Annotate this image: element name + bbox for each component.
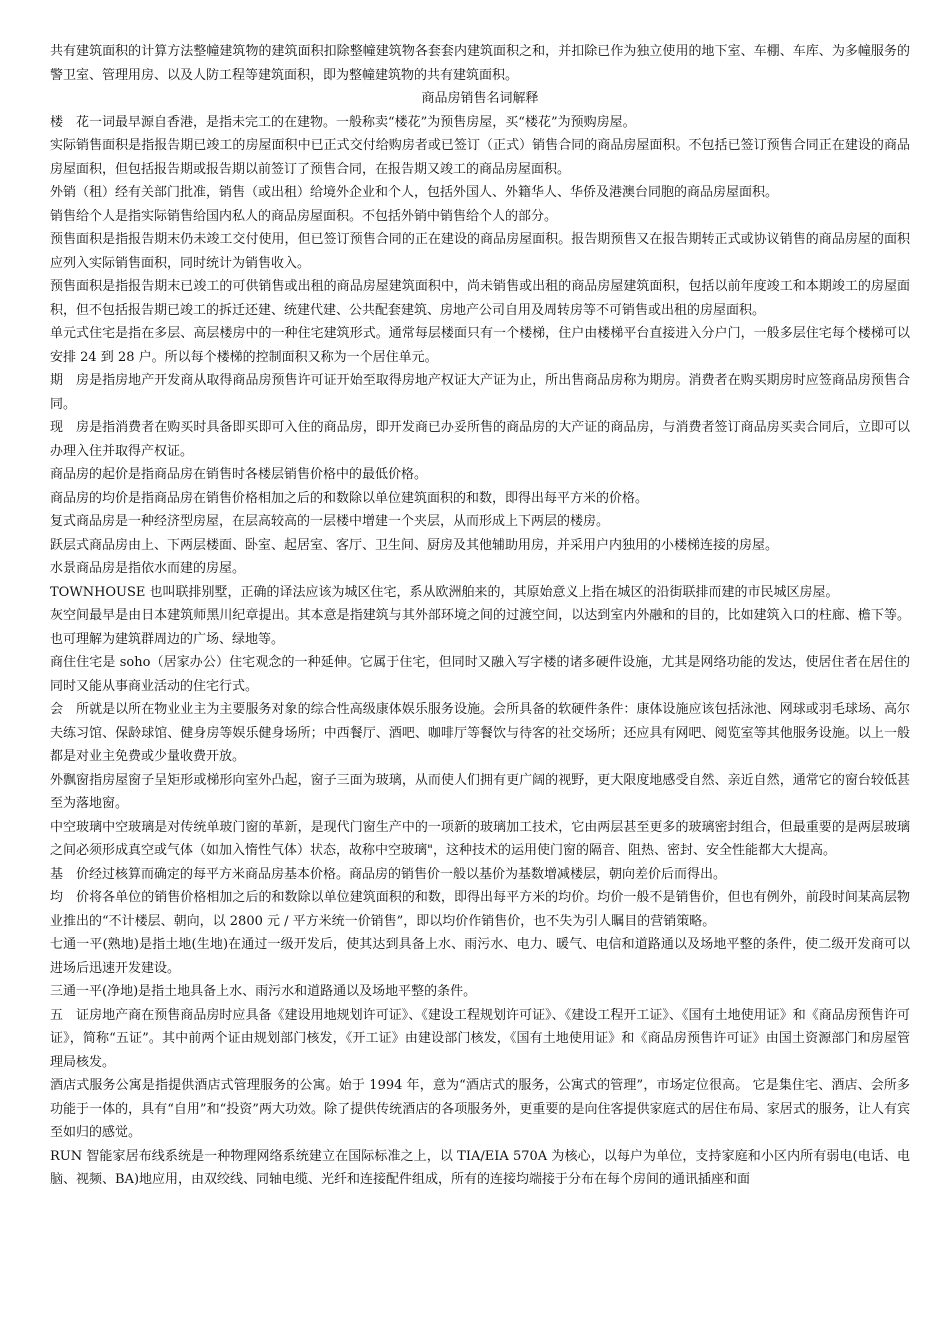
intro-paragraph: 共有建筑面积的计算方法整幢建筑物的建筑面积扣除整幢建筑物各套套内建筑面积之和，并扣除已作为独立使用的地下室、车棚、车库、为多幢服务的警卫室、管理用房、以及人防工程等建筑面积，即为整幢建筑物的共有建筑面积。 [50,44,910,83]
term-paragraph: 三通一平(净地)是指土地具备上水、雨污水和道路通以及场地平整的条件。 [50,984,477,999]
term-paragraph: 跃层式商品房由上、下两层楼面、卧室、起居室、客厅、卫生间、厨房及其他辅助用房，并采用户内独用的小楼梯连接的房屋。 [50,537,779,553]
term-paragraph: 商住住宅是 soho（居家办公）住宅观念的一种延伸。它属于住宅，但同时又融入写字楼的诸多硬件设施，尤其是网络功能的发达，使居住者在居住的同时又能从事商业活动的住宅行式。 [50,655,910,694]
term-paragraph: 水景商品房是指依水而建的房屋。 [50,561,246,576]
term-paragraph: RUN 智能家居布线系统是一种物理网络系统建立在国际标准之上，以 TIA/EIA 570A 为核心，以每户为单位，支持家庭和小区内所有弱电(电话、电脑、视频、BA)地应用，由双绞线、同轴电缆、光纤和连接配件组成，所有的连接均端接于分布在每个房间的通讯插座和面 [50,1148,910,1187]
term-paragraph: 中空玻璃中空玻璃是对传统单玻门窗的革新，是现代门窗生产中的一项新的玻璃加工技术，它由两层甚至更多的玻璃密封组合，但最重要的是两层玻璃之间必须形成真空或气体（如加入惰性气体）状态，故称中空玻璃"，这种技术的运用使门窗的隔音、阻热、密封、安全性能都大大提高。 [50,819,910,858]
term-paragraph: 期 房是指房地产开发商从取得商品房预售许可证开始至取得房地产权证大产证为止，所出售商品房称为期房。消费者在购买期房时应签商品房预售合同。 [50,373,910,412]
section-heading: 商品房销售名词解释 [421,91,539,106]
term-paragraph: 外销（租）经有关部门批准，销售（或出租）给境外企业和个人，包括外国人、外籍华人、华侨及港澳台同胞的商品房屋面积。 [50,185,779,200]
term-paragraph: 酒店式服务公寓是指提供酒店式管理服务的公寓。始于 1994 年，意为“酒店式的服务，公寓式的管理”，市场定位很高。 它是集住宅、酒店、会所多功能于一体的，具有“自用”和“投资”两大功效。除了提供传统酒店的各项服务外，更重要的是向住客提供家庭式的居住布局、家居式的服务，让人有宾至如归的感觉。 [50,1078,910,1140]
term-paragraph: 商品房的均价是指商品房在销售价格相加之后的和数除以单位建筑面积的和数，即得出每平方米的价格。 [50,490,649,506]
term-paragraph: 实际销售面积是指报告期已竣工的房屋面积中已正式交付给购房者或已签订（正式）销售合同的商品房屋面积。不包括已签订预售合同正在建设的商品房屋面积，但包括报告期或报告期以前签订了预售合同，在报告期又竣工的商品房屋面积。 [50,138,910,177]
term-paragraph: 七通一平(熟地)是指土地(生地)在通过一级开发后，使其达到具备上水、雨污水、电力、暖气、电信和道路通以及场地平整的条件，使二级开发商可以进场后迅速开发建设。 [50,937,910,976]
term-paragraph: 基 价经过核算而确定的每平方米商品房基本价格。商品房的销售价一般以基价为基数增减楼层，朝向差价后而得出。 [50,866,727,882]
term-paragraph: 销售给个人是指实际销售给国内私人的商品房屋面积。不包括外销中销售给个人的部分。 [50,208,558,224]
term-paragraph: 会 所就是以所在物业业主为主要服务对象的综合性高级康体娱乐服务设施。会所具备的软硬件条件：康体设施应该包括泳池、网球或羽毛球场、高尔夫练习馆、保龄球馆、健身房等娱乐健身场所；中西餐厅、酒吧、咖啡厅等餐饮与待客的社交场所；还应具有网吧、阅览室等其他服务设施。以上一般都是对业主免费或少量收费开放。 [50,702,910,764]
term-paragraph: 五 证房地产商在预售商品房时应具备《建设用地规划许可证》、《建设工程规划许可证》、《建设工程开工证》、《国有土地使用证》和《商品房预售许可证》，简称“五证”。其中前两个证由规划部门核发，《开工证》由建设部门核发，《国有土地使用证》和《商品房预售许可证》由国土资源部门和房屋管理局核发。 [50,1007,910,1070]
term-paragraph: 预售面积是指报告期末仍未竣工交付使用，但已签订预售合同的正在建设的商品房屋面积。报告期预售又在报告期转正式或协议销售的商品房屋的面积应列入实际销售面积，同时统计为销售收入。 [50,232,910,271]
term-paragraph: 单元式住宅是指在多层、高层楼房中的一种住宅建筑形式。通常每层楼面只有一个楼梯，住户由楼梯平台直接进入分户门，一般多层住宅每个楼梯可以安排 24 到 28 户。所以每个楼梯的控制面积又称为一个居住单元。 [50,326,910,365]
term-paragraph: 复式商品房是一种经济型房屋，在层高较高的一层楼中增建一个夹层，从而形成上下两层的楼房。 [50,514,610,529]
term-paragraph: 灰空间最早是由日本建筑师黑川纪章提出。其本意是指建筑与其外部环境之间的过渡空间，以达到室内外融和的目的，比如建筑入口的柱廊、檐下等。也可理解为建筑群周边的广场、绿地等。 [50,608,910,647]
term-paragraph: 楼 花一词最早源自香港，是指未完工的在建物。一般称卖“楼花”为预售房屋，买“楼花”为预购房屋。 [50,114,636,130]
term-paragraph: TOWNHOUSE 也叫联排别墅，正确的译法应该为城区住宅，系从欧洲舶来的，其原始意义上指在城区的沿街联排而建的市民城区房屋。 [50,584,839,600]
term-paragraph: 预售面积是指报告期末已竣工的可供销售或出租的商品房屋建筑面积中，尚未销售或出租的商品房屋建筑面积，包括以前年度竣工和本期竣工的房屋面积，但不包括报告期已竣工的拆迁还建、统建代建、公共配套建筑、房地产公司自用及周转房等不可销售或出租的房屋面积。 [50,279,910,318]
term-paragraph: 外飘窗指房屋窗子呈矩形或梯形向室外凸起，窗子三面为玻璃，从而使人们拥有更广阔的视野，更大限度地感受自然、亲近自然，通常它的窗台较低甚至为落地窗。 [50,772,910,811]
document-page [50,40,910,1192]
term-paragraph: 均 价将各单位的销售价格相加之后的和数除以单位建筑面积的和数，即得出每平方米的均价。均价一般不是销售价，但也有例外，前段时间某高层物业推出的“不计楼层、朝向，以 2800 元 / 平方米统一价销售”，即以均价作销售价，也不失为引人瞩目的营销策略。 [50,890,910,929]
term-paragraph: 商品房的起价是指商品房在销售时各楼层销售价格中的最低价格。 [50,467,428,482]
term-paragraph: 现 房是指消费者在购买时具备即买即可入住的商品房，即开发商已办妥所售的商品房的大产证的商品房，与消费者签订商品房买卖合同后，立即可以办理入住并取得产权证。 [50,420,910,459]
